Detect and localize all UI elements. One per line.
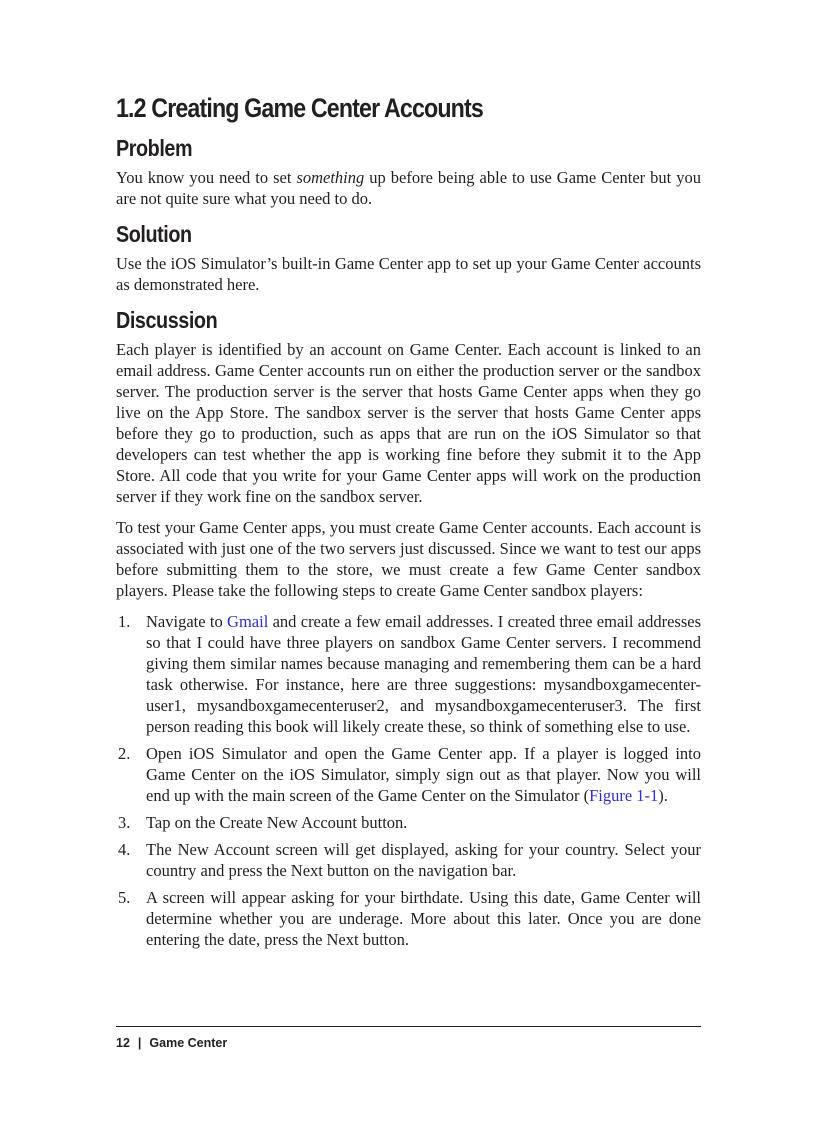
page-content [116, 91, 701, 956]
gmail-link[interactable]: Gmail [227, 612, 269, 631]
step-number: 1. [118, 612, 131, 631]
section-title: 1.2 Creating Game Center Accounts [116, 93, 483, 123]
step-item [116, 887, 701, 950]
chapter-name: Game Center [149, 1036, 228, 1050]
step-item [116, 839, 701, 881]
step-text-after: and create a few email addresses. I created three email addresses so that I could have three players on sandbox Game Center servers. I recommend giving them similar names because managing and remembering them can be a hard task otherwise. For instance, here are three suggestions: mysandboxgamecenter-user1, mysandboxgamecenteruser2, and mysandboxgamecenteruser3. The first person reading this book will likely create these, so think of something else to use. [146, 612, 701, 736]
step-number: 2. [118, 744, 131, 763]
step-text: The New Account screen will get displayed, asking for your country. Select your country and press the Next button on the navigation bar. [146, 840, 701, 880]
footer-divider [116, 1026, 701, 1027]
figure-1-1-link[interactable]: Figure 1-1 [589, 786, 659, 805]
step-number: 5. [118, 888, 131, 907]
problem-heading: Problem [116, 135, 193, 161]
step-number: 4. [118, 840, 131, 859]
step-item [116, 743, 701, 806]
step-text-after: ). [658, 786, 668, 805]
step-text: Tap on the Create New Account button. [146, 813, 408, 832]
step-text: Open iOS Simulator and open the Game Center app. If a player is logged into Game Center on the iOS Simulator, simply sign out as that player. Now you will end up with the main screen of the Game Center on the Simulator ( [146, 744, 701, 805]
problem-text-emphasis: something [296, 168, 365, 187]
steps-list [116, 611, 701, 950]
problem-paragraph [116, 167, 701, 209]
discussion-heading: Discussion [116, 307, 218, 333]
step-text: Navigate to [146, 612, 228, 631]
solution-paragraph: Use the iOS Simulator’s built-in Game Center app to set up your Game Center accounts as demonstrated here. [116, 254, 701, 294]
step-item [116, 611, 701, 737]
step-text: A screen will appear asking for your birthdate. Using this date, Game Center will determine whether you are underage. More about this later. Once you are done entering the date, press the Next button. [146, 888, 701, 949]
discussion-paragraph-1: Each player is identified by an account on Game Center. Each account is linked to an email address. Game Center accounts run on either the production server or the sandbox server. The production server is the server that hosts Game Center apps when they go live on the App Store. The sandbox server is the server that hosts Game Center apps before they go to production, such as apps that are run on the iOS Simulator so that developers can test whether the app is working fine before they submit it to the App Store. All code that you write for your Game Center apps will work on the production server if they work fine on the sandbox server. [116, 340, 701, 506]
step-item [116, 812, 701, 833]
step-number: 3. [118, 813, 131, 832]
problem-text-after: up before being able to use Game Center but you are not quite sure what you need to do. [116, 168, 701, 208]
solution-heading: Solution [116, 221, 192, 247]
discussion-paragraph-2: To test your Game Center apps, you must create Game Center accounts. Each account is associated with just one of the two servers just discussed. Since we want to test our apps before submitting them to the store, we must create a few Game Center sandbox players. Please take the following steps to create Game Center sandbox players: [116, 518, 701, 600]
problem-text-before: You know you need to set [116, 168, 297, 187]
footer-separator: | [137, 1036, 142, 1050]
page-number: 12 [116, 1036, 130, 1050]
page-footer [116, 1035, 227, 1051]
